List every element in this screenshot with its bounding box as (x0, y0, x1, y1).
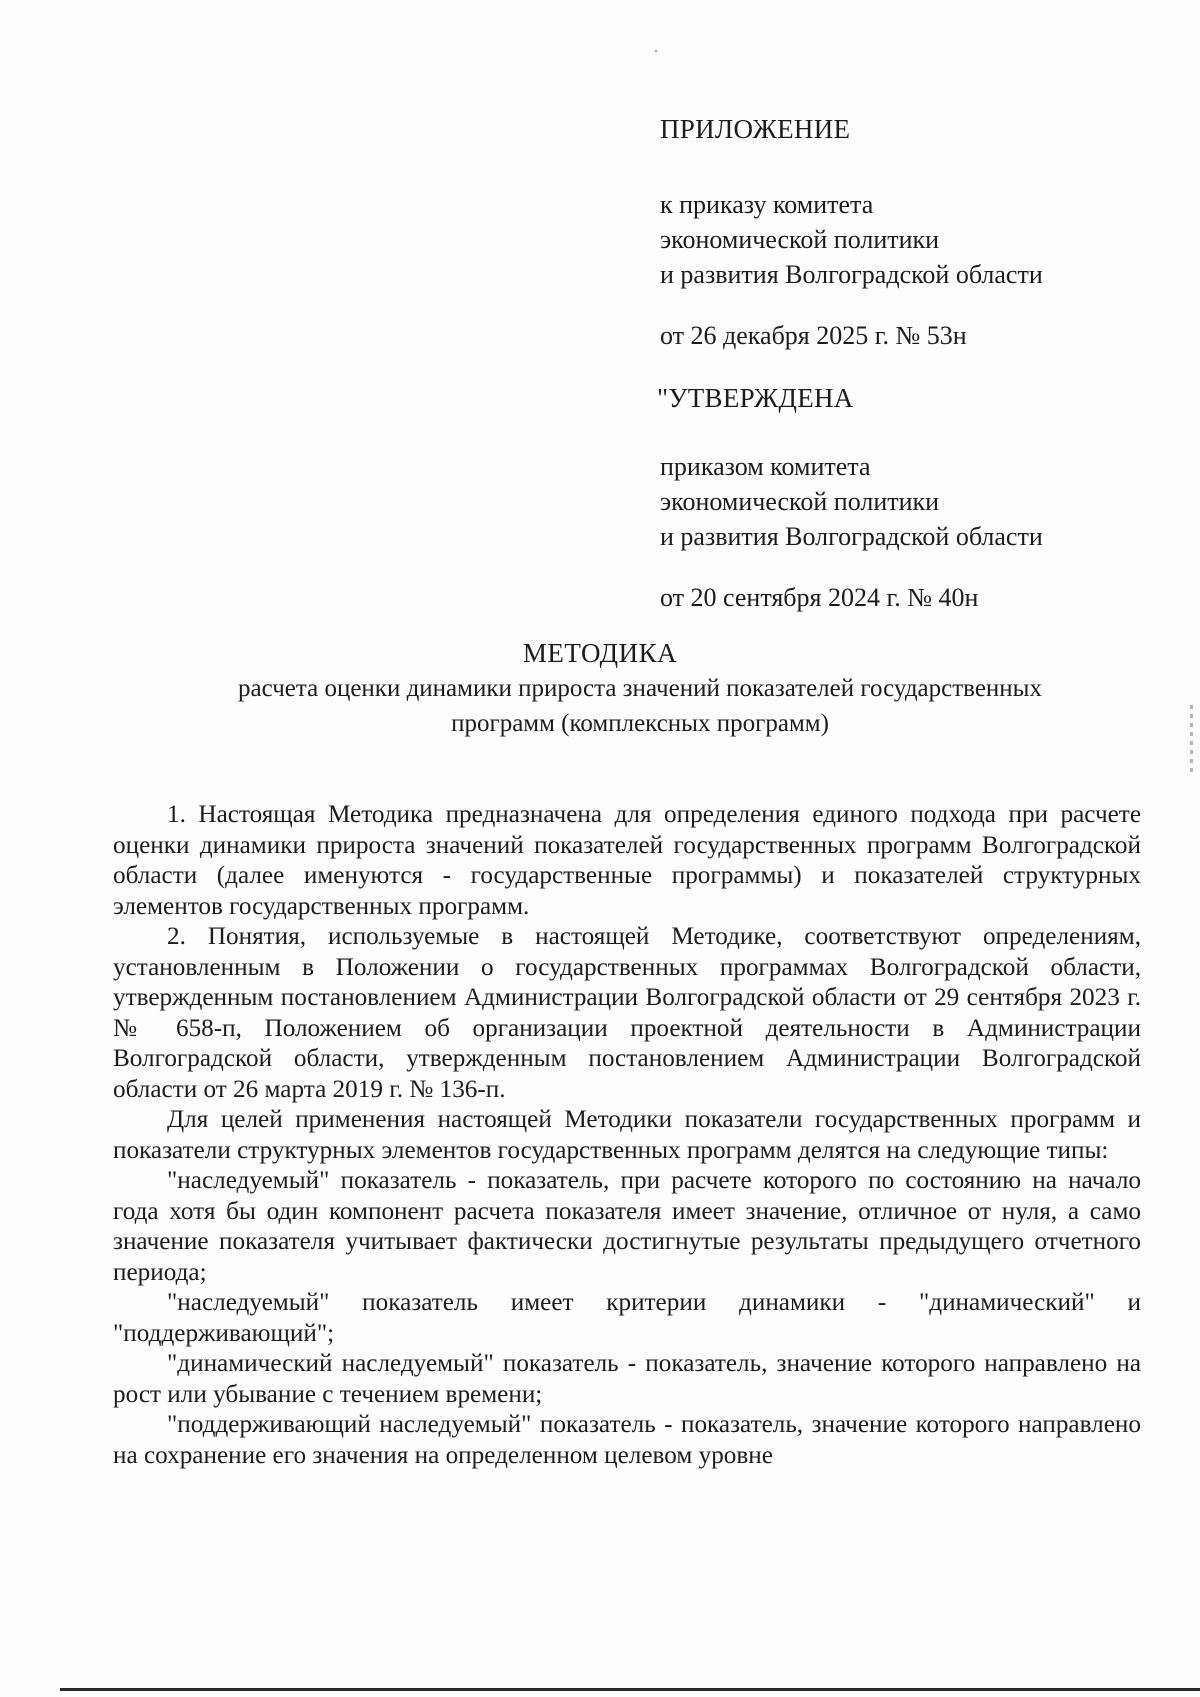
appendix-label: ПРИЛОЖЕНИЕ (660, 114, 851, 144)
appendix-label-block (660, 112, 1160, 147)
document-subtitle (150, 671, 1130, 741)
scan-edge-mark (1190, 705, 1193, 775)
appendix-date-number-block (660, 318, 1160, 353)
document-title: МЕТОДИКА (522, 638, 678, 668)
appendix-ref-line: и развития Волгоградской области (660, 260, 1043, 289)
appendix-ref-line: экономической политики (660, 225, 940, 254)
scan-speck (655, 50, 657, 52)
approval-label-block (657, 381, 1157, 416)
document-body (113, 800, 1141, 1471)
appendix-ref-line: к приказу комитета (660, 190, 874, 219)
appendix-reference (660, 187, 1160, 292)
paragraph-supporting-definition: "поддерживающий наследуемый" показатель - показатель, значение которого направлено на сохранение его значения на определенном целевом уровне (113, 1411, 1141, 1469)
approval-date-number-block (660, 580, 1160, 615)
approval-ref-line: приказом комитета (660, 452, 871, 481)
approval-ref-line: и развития Волгоградской области (660, 522, 1043, 551)
approval-ref-line: экономической политики (660, 487, 940, 516)
paragraph-dynamic-definition: "динамический наследуемый" показатель - показатель, значение которого направлено на рост или убывание с течением времени; (113, 1350, 1141, 1408)
subtitle-line: расчета оценки динамики прироста значений показателей государственных (238, 675, 1042, 702)
approval-reference (660, 449, 1160, 554)
subtitle-line: программ (комплексных программ) (451, 710, 829, 737)
paragraph-inherited-definition: "наследуемый" показатель - показатель, при расчете которого по состоянию на начало года хотя бы один компонент расчета показателя имеет значение, отличное от нуля, а само значение показателя учитывает фактически достигнутые результаты предыдущего отчетного периода; (113, 1167, 1141, 1286)
approval-date-number: от 20 сентября 2024 г. № 40н (660, 583, 979, 612)
scan-bottom-edge (60, 1688, 1200, 1691)
paragraph-2: 2. Понятия, используемые в настоящей Методике, соответствуют определениям, установленным в Положении о государственных программах Волгоградской области, утвержденным постановлением Администрации Волгоградской области от 29 сентября 2023 г. № 658-п, Положением об организации проектной деятельности в Администрации Волгоградской области, утвержденным постановлением Администрации Волгоградской области от 26 марта 2019 г. № 136-п. (113, 923, 1141, 1103)
paragraph-inherited-criteria: "наследуемый" показатель имеет критерии динамики - "динамический" и "поддерживающий"; (113, 1289, 1141, 1347)
paragraph-types-intro: Для целей применения настоящей Методики показатели государственных программ и показатели структурных элементов государственных программ делятся на следующие типы: (113, 1106, 1141, 1164)
appendix-date-number: от 26 декабря 2025 г. № 53н (660, 321, 967, 350)
paragraph-1: 1. Настоящая Методика предназначена для определения единого подхода при расчете оценки динамики прироста значений показателей государственных программ Волгоградской области (далее именуются - государственные программы) и показателей структурных элементов государственных программ. (113, 801, 1141, 920)
approval-label: "УТВЕРЖДЕНА (657, 383, 854, 413)
